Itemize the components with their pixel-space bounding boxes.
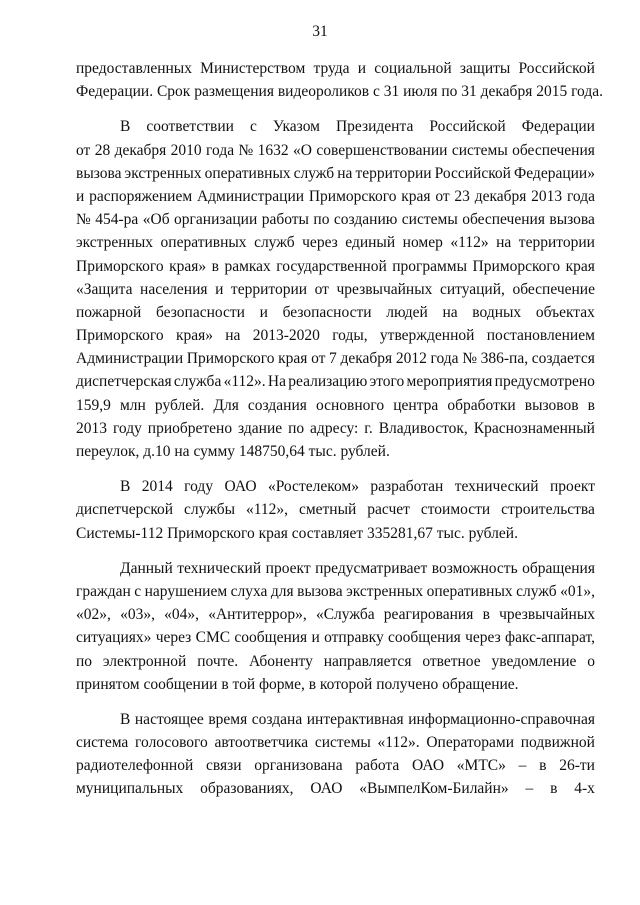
text-line: В настоящее время создана интерактивная информационно-справочная [120, 710, 595, 728]
paragraph [76, 115, 595, 463]
paragraph [76, 475, 595, 545]
text-line: диспетчерская служба «112». На реализацию этого мероприятия предусмотрено [76, 373, 595, 391]
text-line: 159,9 млн рублей. Для создания основного центра обработки вызовов в [76, 396, 595, 414]
text-line: Федерации. Срок размещения видеороликов с 31 июля по 31 декабря 2015 года. [76, 83, 603, 101]
text-line: принятом сообщении в той форме, в которой получено обращение. [76, 675, 519, 693]
text-line: Данный технический проект предусматривает возможность обращения [120, 559, 595, 577]
text-line: диспетчерской службы «112», сметный расчет стоимости строительства [76, 501, 595, 519]
text-line: Системы-112 Приморского края составляет 335281,67 тыс. рублей. [76, 524, 518, 542]
paragraph [76, 708, 595, 801]
text-line: Приморского края» на 2013-2020 годы, утвержденной постановлением [76, 327, 595, 345]
paragraph [76, 57, 603, 103]
document-body [76, 57, 603, 813]
text-line: по электронной почте. Абоненту направляется ответное уведомление о [76, 652, 595, 670]
text-line: № 454-ра «Об организации работы по созданию системы обеспечения вызова [76, 211, 595, 229]
text-line: муниципальных образованиях, ОАО «ВымпелКом-Билайн» – в 4-х [76, 780, 595, 798]
text-line: В 2014 году ОАО «Ростелеком» разработан технический проект [120, 478, 595, 496]
text-line: Администрации Приморского края от 7 декабря 2012 года № 386-па, создается [76, 350, 595, 368]
text-line: система голосового автоответчика системы «112». Операторами подвижной [76, 734, 595, 752]
text-line: вызова экстренных оперативных служб на территории Российской Федерации» [76, 164, 595, 182]
text-line: экстренных оперативных служб через единый номер «112» на территории [76, 234, 595, 252]
text-line: «02», «03», «04», «Антитеррор», «Служба реагирования в чрезвычайных [76, 606, 595, 624]
text-line: радиотелефонной связи организована работа ОАО «МТС» – в 26-ти [76, 757, 595, 775]
text-line: и распоряжением Администрации Приморского края от 23 декабря 2013 года [76, 187, 595, 205]
text-line: Приморского края» в рамках государственной программы Приморского края [76, 257, 595, 275]
text-line: переулок, д.10 на сумму 148750,64 тыс. рублей. [76, 443, 390, 460]
text-line: граждан с нарушением слуха для вызова экстренных оперативных служб «01», [76, 582, 595, 600]
text-line: В соответствии с Указом Президента Российской Федерации [120, 118, 595, 136]
paragraph [76, 557, 595, 696]
text-line: 2013 году приобретено здание по адресу: г. Владивосток, Краснознаменный [76, 419, 595, 437]
page-number: 31 [312, 23, 328, 40]
text-line: «Защита населения и территории от чрезвычайных ситуаций, обеспечение [76, 280, 595, 298]
text-line: от 28 декабря 2010 года № 1632 «О совершенствовании системы обеспечения [76, 141, 595, 159]
text-line: предоставленных Министерством труда и социальной защиты Российской [76, 60, 595, 77]
text-line: пожарной безопасности и безопасности людей на водных объектах [76, 303, 595, 321]
text-line: ситуациях» через СМС сообщения и отправку сообщения через факс-аппарат, [76, 629, 595, 647]
